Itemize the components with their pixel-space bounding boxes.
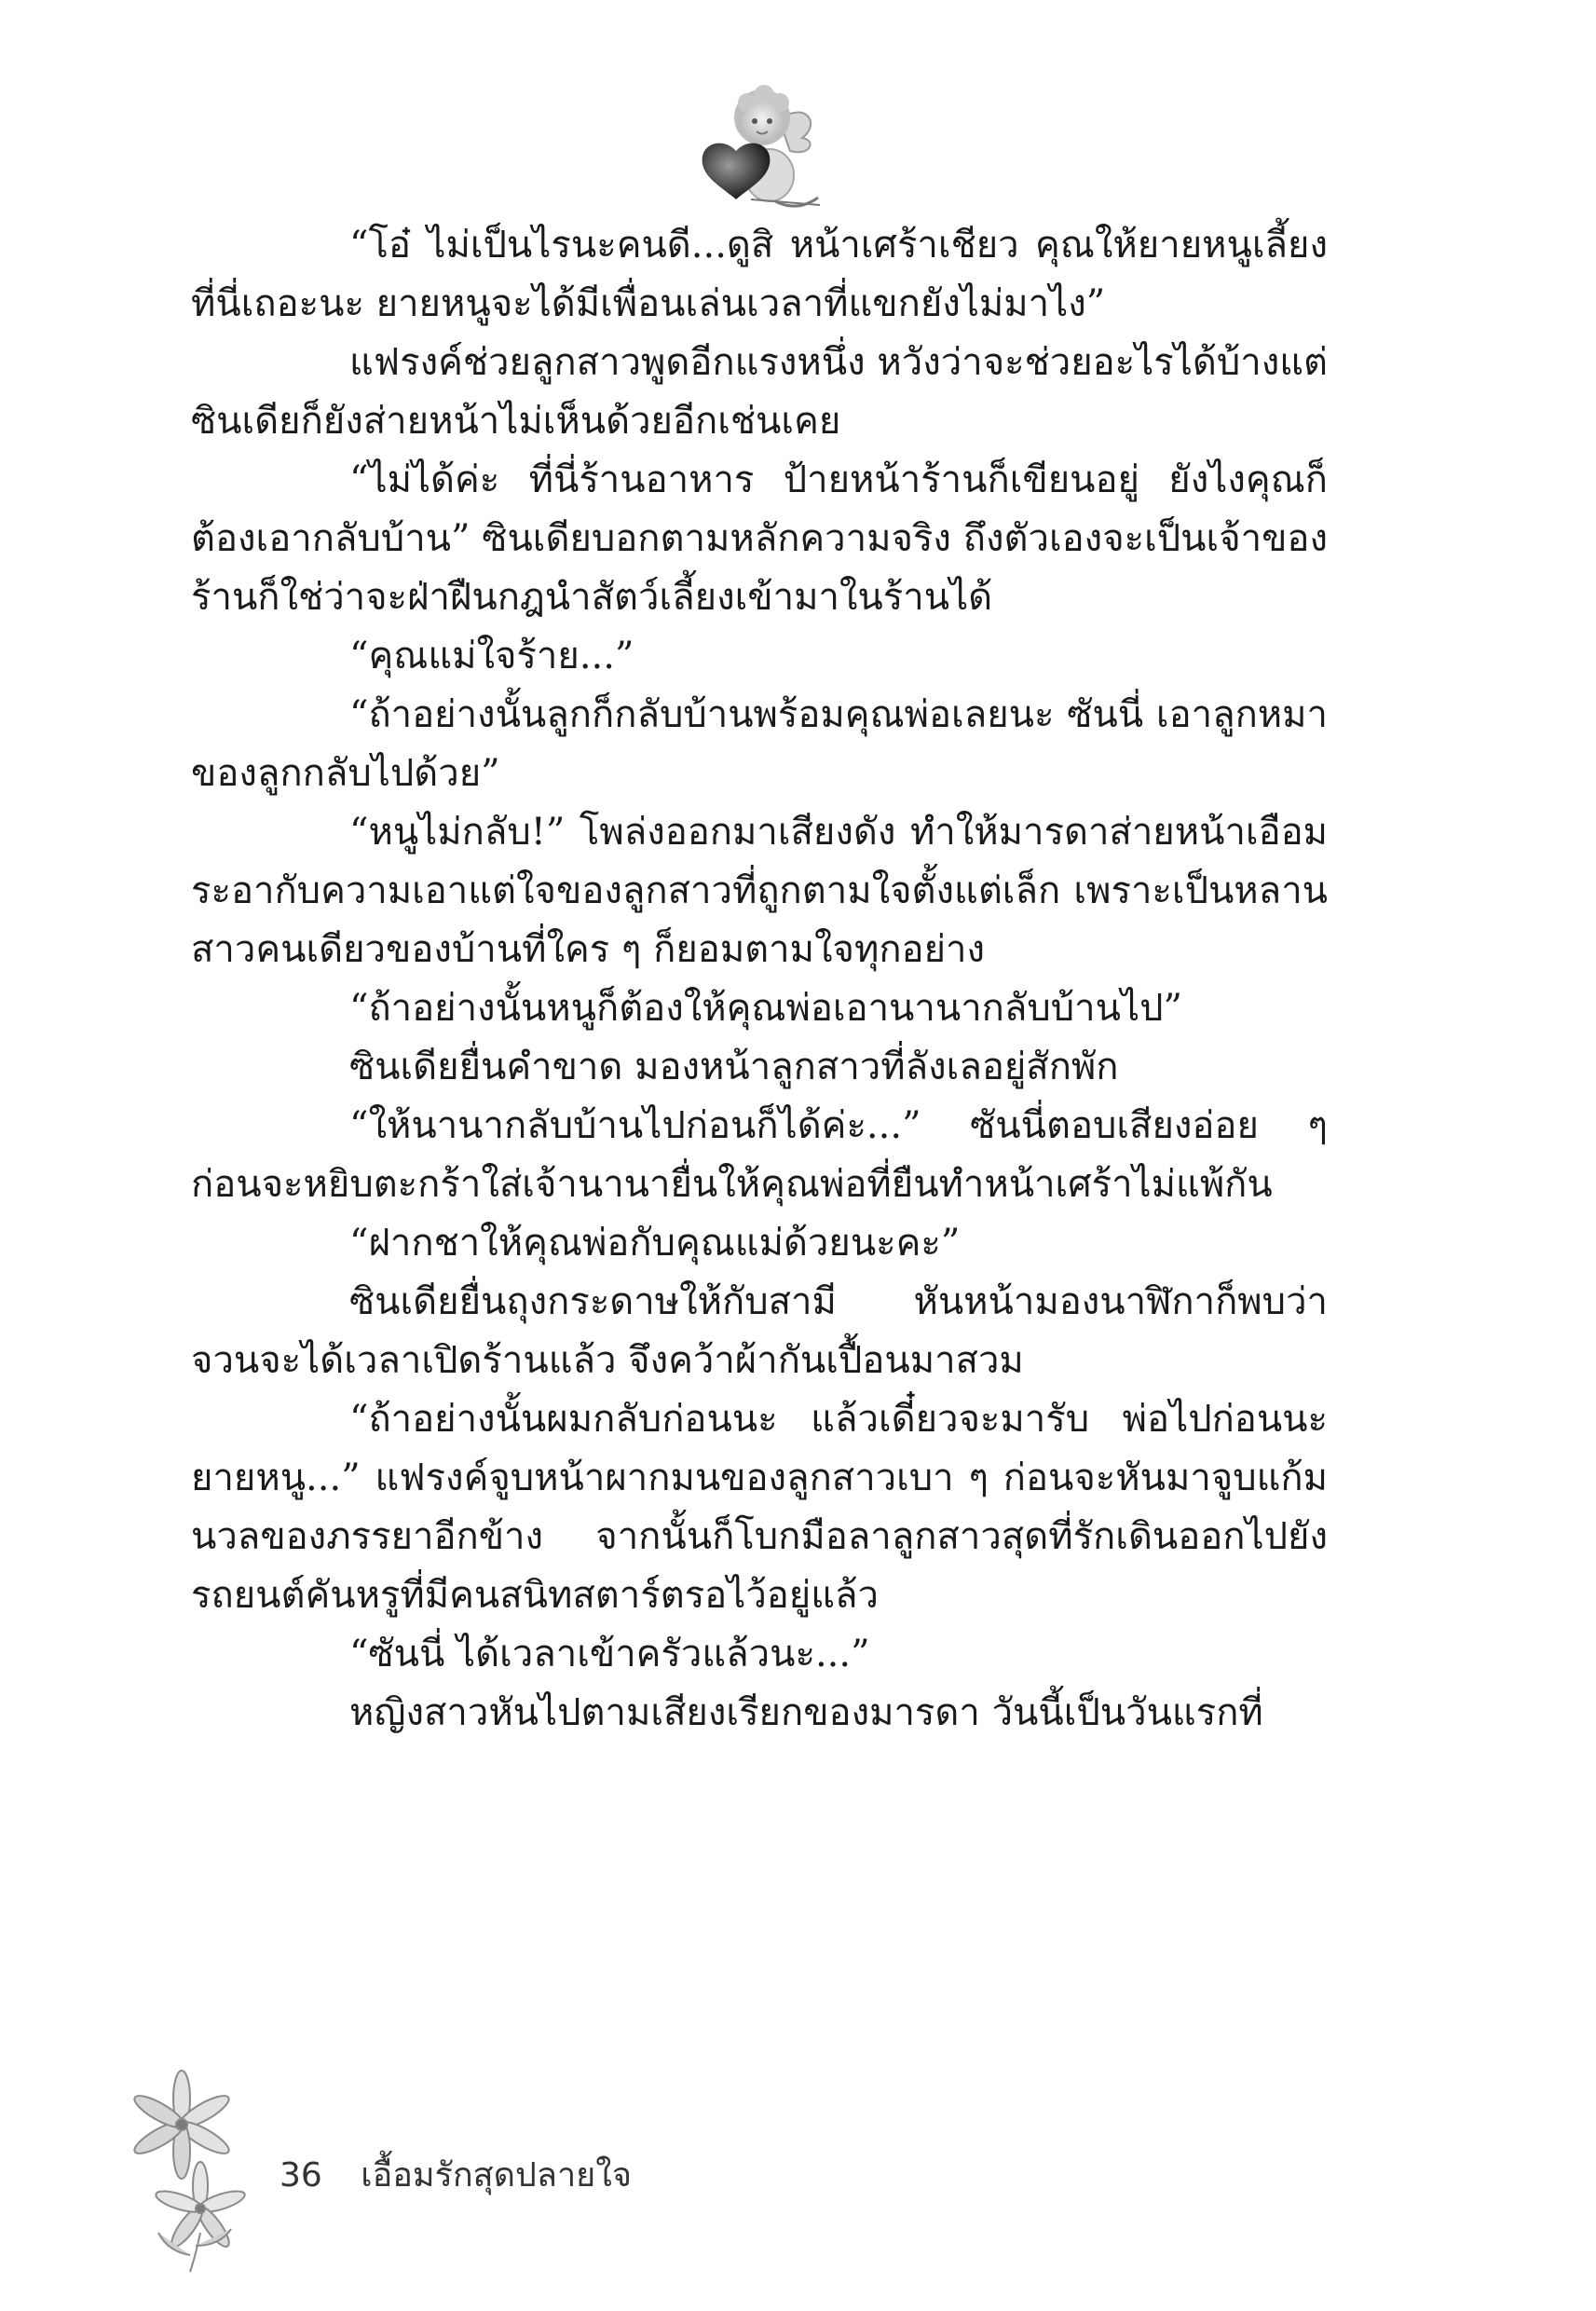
paragraph: ซินเดียยื่นคำขาด มองหน้าลูกสาวที่ลังเลอยู่สักพัก xyxy=(349,1046,1119,1088)
paragraph: “หนูไม่กลับ!” โพล่งออกมาเสียงดัง ทำให้มารดาส่ายหน้าเอือมระอากับความเอาแต่ใจของลูกสาวที่ถูกตามใจตั้งแต่เล็ก เพราะเป็นหลานสาวคนเดียวของบ้านที่ใคร ๆ ก็ยอมตามใจทุกอย่าง xyxy=(191,811,1328,971)
paragraph: “คุณแม่ใจร้าย...” xyxy=(349,635,634,677)
chapter-body-text xyxy=(191,216,1328,1743)
paragraph: “โอ๋ ไม่เป็นไรนะคนดี...ดูสิ หน้าเศร้าเชียว คุณให้ยายหนูเลี้ยงที่นี่เถอะนะ ยายหนูจะได้มีเพื่อนเล่นเวลาที่แขกยังไม่มาไง” xyxy=(191,224,1328,325)
page-number: 36 xyxy=(280,2156,322,2195)
paragraph: “ถ้าอย่างนั้นผมกลับก่อนนะ แล้วเดี๋ยวจะมารับ พ่อไปก่อนนะยายหนู...” แฟรงค์จูบหน้าผากมนของลูกสาวเบา ๆ ก่อนจะหันมาจูบแก้มนวลของภรรยาอีกข้าง จากนั้นก็โบกมือลาลูกสาวสุดที่รักเดินออกไปยังรถยนต์คันหรูที่มีคนสนิทสตาร์ตรอไว้อยู่แล้ว xyxy=(191,1398,1328,1617)
paragraph: “ถ้าอย่างนั้นหนูก็ต้องให้คุณพ่อเอานานากลับบ้านไป” xyxy=(349,987,1182,1030)
paragraph: ซินเดียยื่นถุงกระดาษให้กับสามี หันหน้ามองนาฬิกาก็พบว่าจวนจะได้เวลาเปิดร้านแล้ว จึงคว้าผ้ากันเปื้อนมาสวม xyxy=(191,1280,1328,1382)
cupid-with-heart-icon xyxy=(686,82,825,222)
paragraph: “ถ้าอย่างนั้นลูกก็กลับบ้านพร้อมคุณพ่อเลยนะ ซันนี่ เอาลูกหมาของลูกกลับไปด้วย” xyxy=(191,693,1328,795)
page-footer xyxy=(280,2148,632,2201)
paragraph: แฟรงค์ช่วยลูกสาวพูดอีกแรงหนึ่ง หวังว่าจะช่วยอะไรได้บ้างแต่ซินเดียก็ยังส่ายหน้าไม่เห็นด้วยอีกเช่นเคย xyxy=(191,341,1328,443)
lily-flower-icon xyxy=(130,2069,261,2274)
paragraph: “ให้นานากลับบ้านไปก่อนก็ได้ค่ะ...” ซันนี่ตอบเสียงอ่อย ๆ ก่อนจะหยิบตะกร้าใส่เจ้านานายื่นให้คุณพ่อที่ยืนทำหน้าเศร้าไม่แพ้กัน xyxy=(191,1104,1328,1206)
paragraph: “ไม่ได้ค่ะ ที่นี่ร้านอาหาร ป้ายหน้าร้านก็เขียนอยู่ ยังไงคุณก็ต้องเอากลับบ้าน” ซินเดียบอกตามหลักความจริง ถึงตัวเองจะเป็นเจ้าของร้านก็ใช่ว่าจะฝ่าฝืนกฎนำสัตว์เลี้ยงเข้ามาในร้านได้ xyxy=(191,458,1328,619)
paragraph: “ซันนี่ ได้เวลาเข้าครัวแล้วนะ...” xyxy=(349,1633,870,1675)
paragraph: หญิงสาวหันไปตามเสียงเรียกของมารดา วันนี้เป็นวันแรกที่ xyxy=(349,1691,1263,1734)
book-title: เอื้อมรักสุดปลายใจ xyxy=(361,2156,632,2195)
paragraph: “ฝากชาให้คุณพ่อกับคุณแม่ด้วยนะคะ” xyxy=(349,1222,961,1265)
